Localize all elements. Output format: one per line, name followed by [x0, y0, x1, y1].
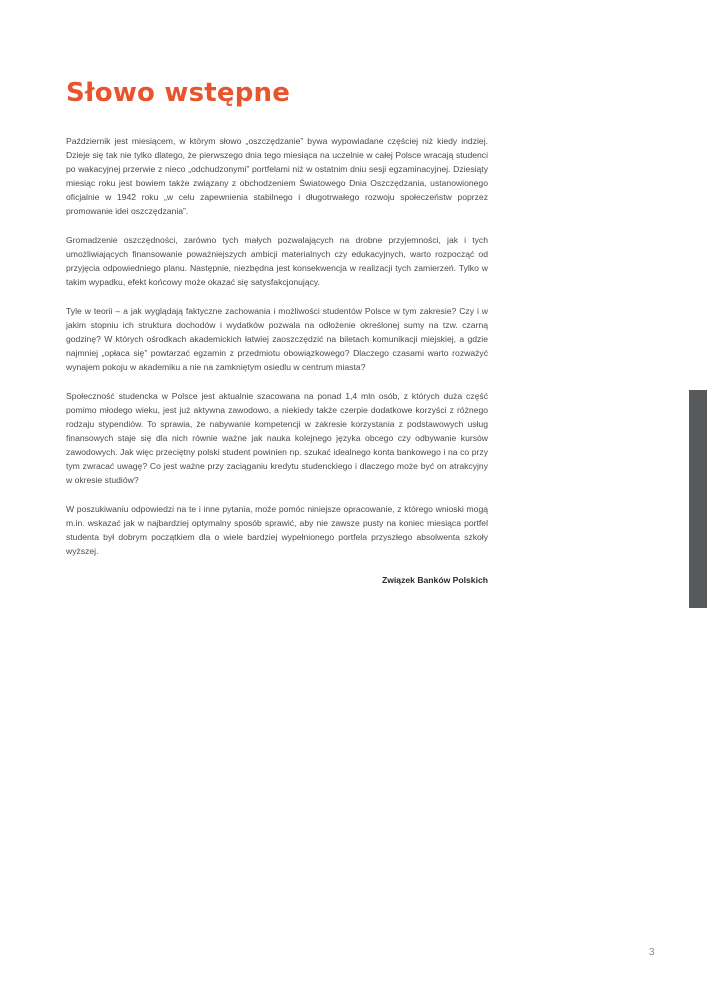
paragraph-1: Październik jest miesiącem, w którym słowo „oszczędzanie” bywa wypowiadane częściej niż kiedy indziej. Dzieje się tak nie tylko dlatego, że pierwszego dnia tego miesiąca na uczelnie w całej Polsce wracają studenci po wakacyjnej przerwie z nieco „odchudzonymi” portfelami niż w ostatnim dniu sesji egzaminacyjnej. Dziesiąty miesiąc roku jest bowiem także związany z obchodzeniem Światowego Dnia Oszczędzania, ustanowionego oficjalnie w 1942 roku „w celu zapewnienia stabilnego i długotrwałego rozwoju społeczeństw poprzez promowanie idei oszczędzania”. — [66, 136, 488, 216]
page-number: 3 — [649, 947, 655, 958]
paragraph-5: W poszukiwaniu odpowiedzi na te i inne pytania, może pomóc niniejsze opracowanie, z którego wnioski mogą m.in. wskazać jak w najbardziej optymalny sposób sprawić, aby nie zawsze pusty na koniec miesiąca portfel studenta był dobrym początkiem dla o wiele bardziej wypełnionego portfela przyszłego absolwenta szkoły wyższej. — [66, 504, 488, 556]
side-tab-marker — [689, 390, 707, 608]
page-title: Słowo wstępne — [66, 78, 291, 108]
paragraph-4: Społeczność studencka w Polsce jest aktualnie szacowana na ponad 1,4 mln osób, z których duża część pomimo młodego wieku, jest już aktywna zawodowo, a niekiedy także czerpie dodatkowe korzyści z różnego rodzaju stypendiów. To sprawia, że nabywanie kompetencji w zakresie korzystania z podstawowych usług finansowych staje się dla nich równie ważne jak nauka kolejnego języka obcego czy odbywanie kursów zawodowych. Jak więc przeciętny polski student powinien np. szukać idealnego konta bankowego i na co przy tym zwracać uwagę? Co jest ważne przy zaciąganiu kredytu studenckiego i dlaczego może być on atrakcyjny w okresie studiów? — [66, 391, 488, 485]
paragraph-2: Gromadzenie oszczędności, zarówno tych małych pozwalających na drobne przyjemności, jak i tych umożliwiających finansowanie poważniejszych ambicji materialnych czy edukacyjnych, warto rozpocząć od przyjęcia odpowiedniego planu. Następnie, niezbędna jest konsekwencja w realizacji tych zamierzeń. Tylko w takim wypadku, efekt końcowy może okazać się satysfakcjonujący. — [66, 235, 488, 287]
paragraph-3: Tyle w teorii – a jak wyglądają faktyczne zachowania i możliwości studentów Polsce w tym zakresie? Czy i w jakim stopniu ich struktura dochodów i wydatków pozwala na odłożenie określonej sumy na tzw. czarną godzinę? W których ośrodkach akademickich łatwiej zaoszczędzić na biletach komunikacji miejskiej, a gdzie najmniej „opłaca się” powtarzać egzamin z przedmiotu obowiązkowego? Dlaczego czasami warto rozważyć wynajem pokoju w akademiku a nie na zamkniętym osiedlu w centrum miasta? — [66, 306, 488, 372]
foreword-body — [66, 134, 488, 587]
signature: Związek Banków Polskich — [381, 575, 488, 585]
